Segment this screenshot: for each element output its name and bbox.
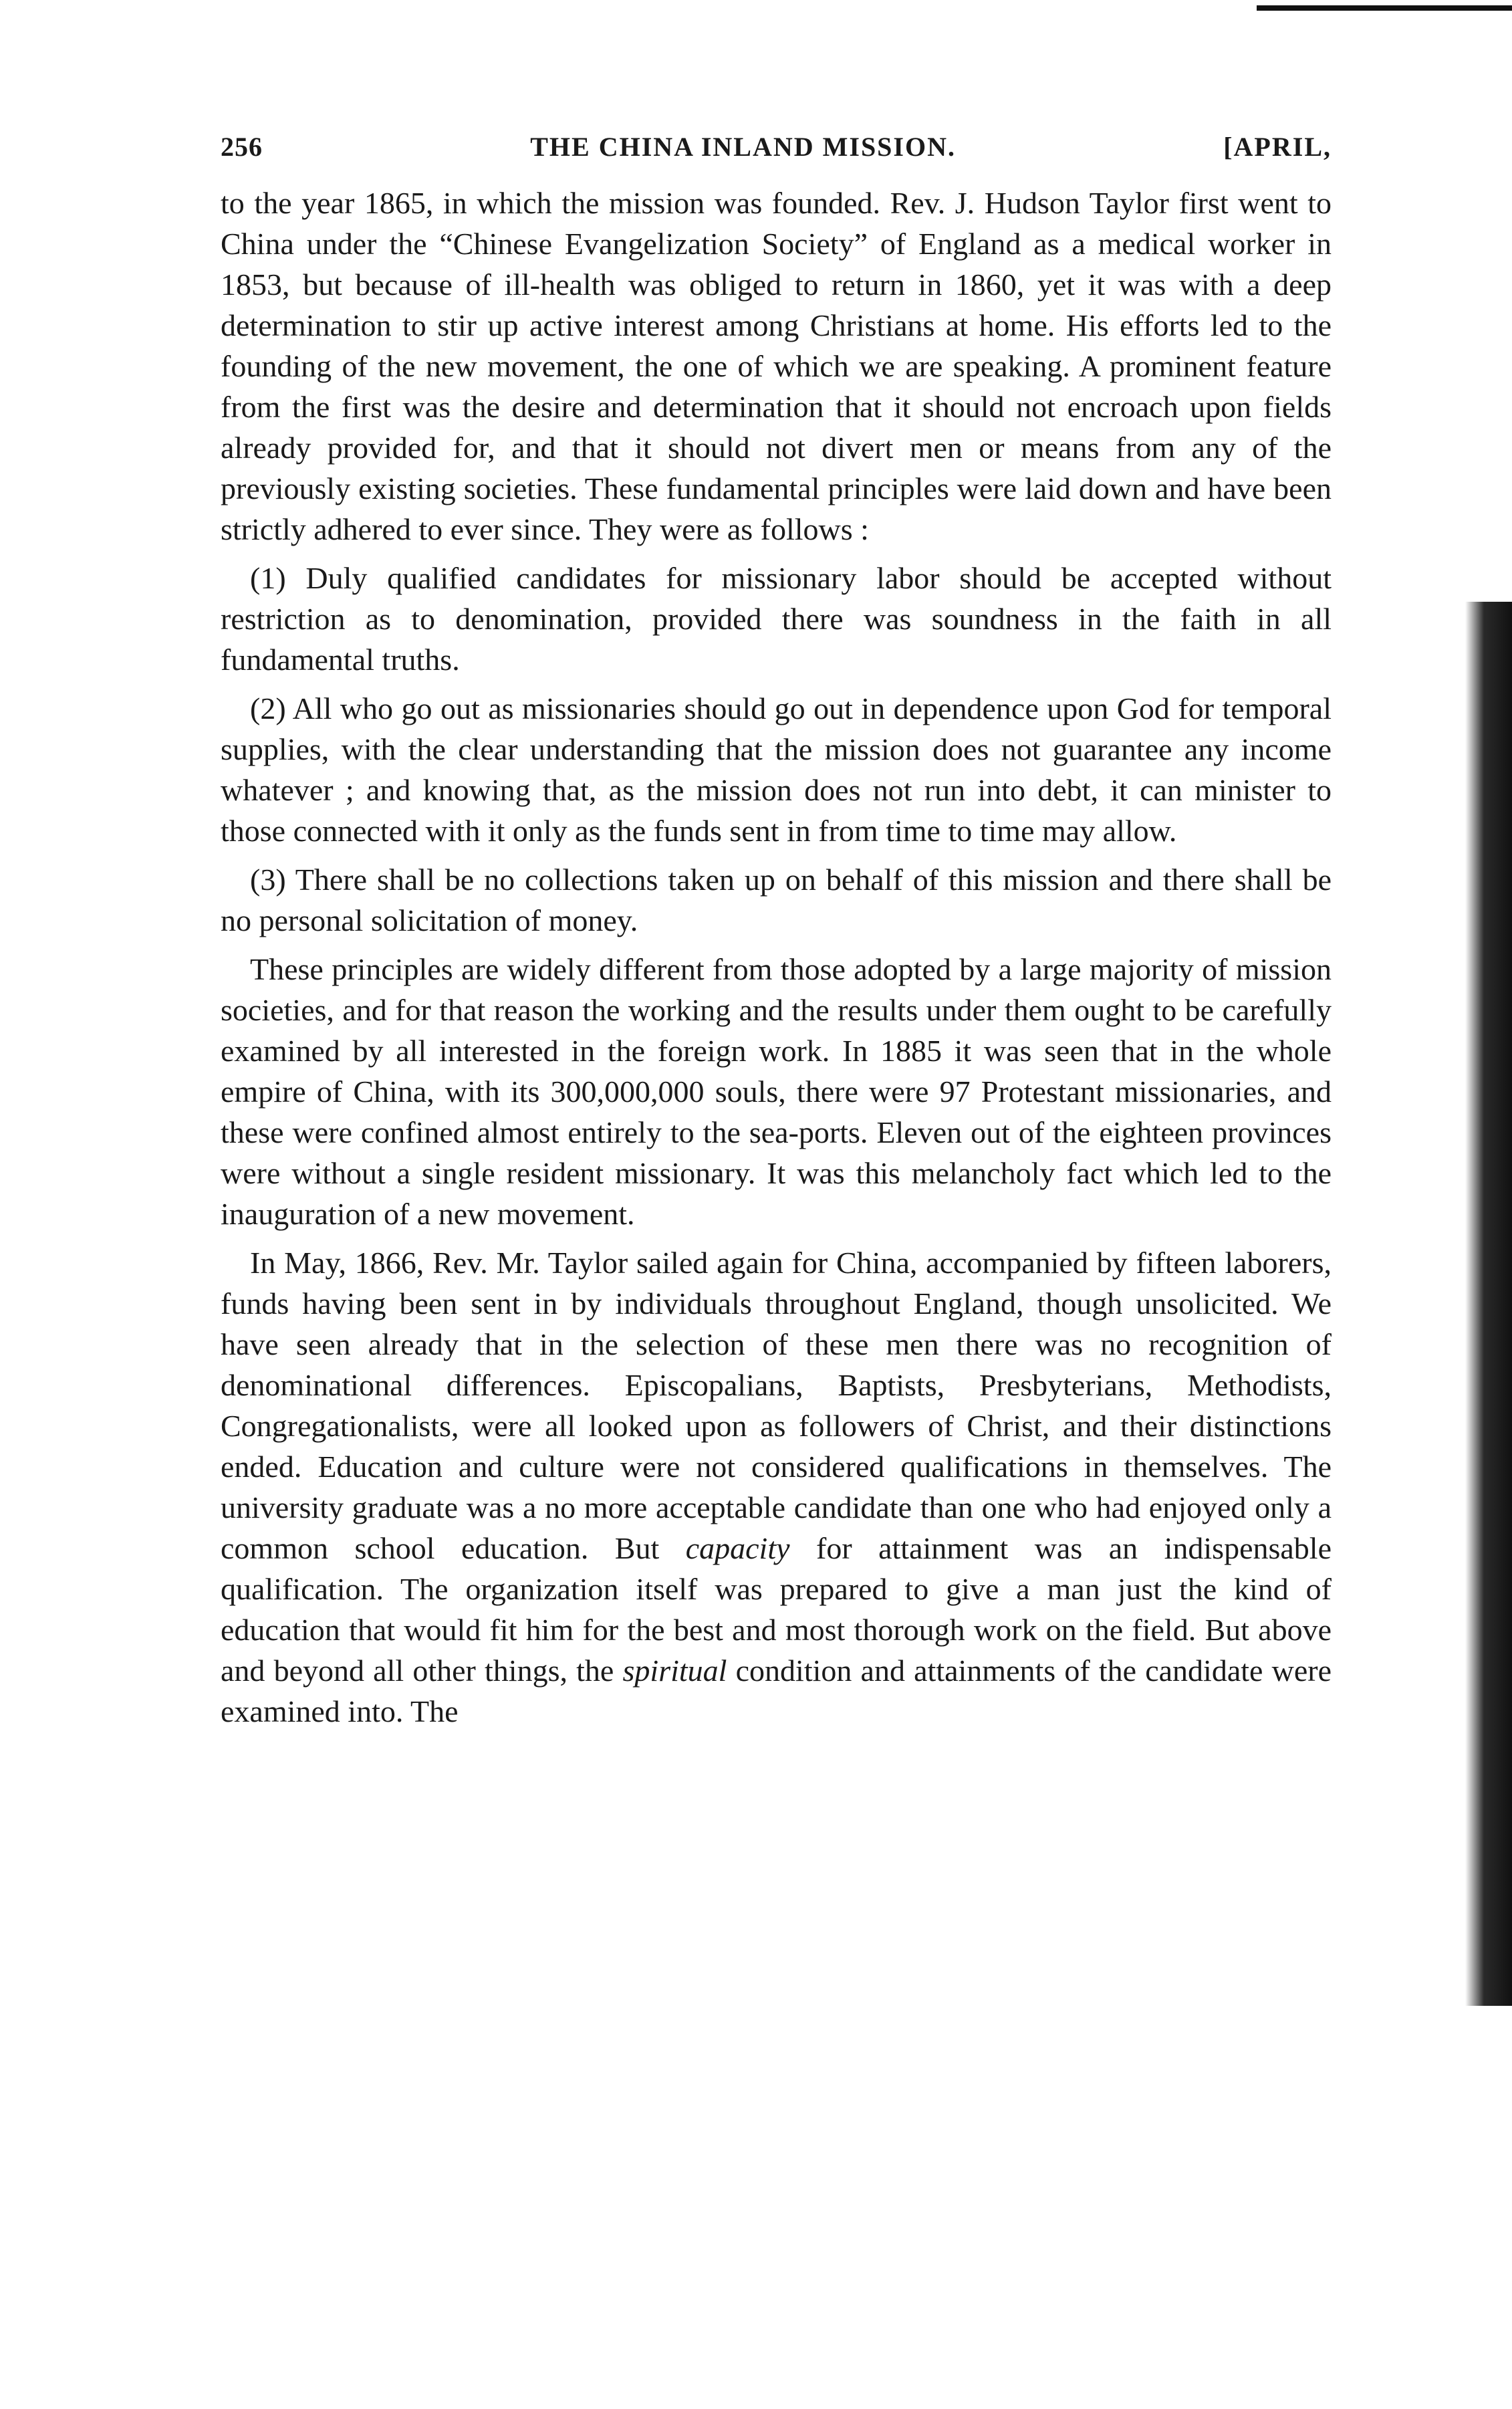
page-number: 256: [221, 132, 263, 162]
emphasis-capacity: capacity: [685, 1531, 790, 1565]
principle-1: (1) Duly qualified candidates for missionary labor should be accepted without restriction as to denomination, provided there was soundness in the faith in all fundamental truths.: [221, 561, 1332, 677]
paragraph-principles-discussion: These principles are widely different from those adopted by a large majority of mission societies, and for that reason the working and the results under them ought to be carefully examined by all interested in the foreign work. In 1885 it was seen that in the whole empire of China, with its 300,000,000 souls, there were 97 Protestant missionaries, and these were confined almost entirely to the sea-ports. Eleven out of the eighteen provinces were without a single resident missionary. It was this melancholy fact which led to the inauguration of a new movement.: [221, 952, 1332, 1231]
running-head: [221, 131, 1332, 162]
paragraph-intro: to the year 1865, in which the mission was founded. Rev. J. Hudson Taylor first went to China under the “Chinese Evangelization Society” of England as a medical worker in 1853, but because of ill-health was obliged to return in 1860, yet it was with a deep determination to stir up active interest among Christians at home. His efforts led to the founding of the new movement, the one of which we are speaking. A prominent feature from the first was the desire and determination that it should not encroach upon fields already provided for, and that it should not divert men or means from any of the previously existing societies. These fundamental principles were laid down and have been strictly adhered to ever since. They were as follows :: [221, 186, 1332, 546]
body-text: [221, 183, 1332, 1732]
paragraph-1866-voyage: [221, 1242, 1332, 1732]
principle-3: (3) There shall be no collections taken up on behalf of this mission and there shall be no personal solicitation of money.: [221, 863, 1332, 937]
running-title: THE CHINA INLAND MISSION.: [530, 132, 956, 162]
page-edge-shadow: [1465, 602, 1512, 2006]
emphasis-spiritual: spiritual: [622, 1653, 727, 1688]
book-page: [221, 131, 1332, 1732]
paragraph-text-a: In May, 1866, Rev. Mr. Taylor sailed again for China, accompanied by fifteen laborers, funds having been sent in by individuals throughout England, though unsolicited. We have seen already that in the selection of these men there was no recognition of denominational differences. Episcopalians, Baptists, Presbyterians, Methodists, Congregationalists, were all looked upon as followers of Christ, and their distinctions ended. Education and culture were not considered qualifications in themselves. The university graduate was a no more acceptable candidate than one who had enjoyed only a common school education. But: [221, 1246, 1332, 1565]
top-scan-rule: [1257, 5, 1512, 11]
paragraph-text-c: condition and attainments of the candidate were examined into. The: [221, 1653, 1332, 1728]
paragraph-text-b: for attainment was an indispensable qualification. The organization itself was prepared to give a man just the kind of education that would fit him for the best and most thorough work on the field. But above and beyond all other things, the: [221, 1531, 1332, 1688]
running-month: [APRIL,: [1223, 132, 1332, 162]
principle-2: (2) All who go out as missionaries should go out in dependence upon God for temporal supplies, with the clear understanding that the mission does not guarantee any income whatever ; and knowing that, as the mission does not run into debt, it can minister to those connected with it only as the funds sent in from time to time may allow.: [221, 691, 1332, 848]
